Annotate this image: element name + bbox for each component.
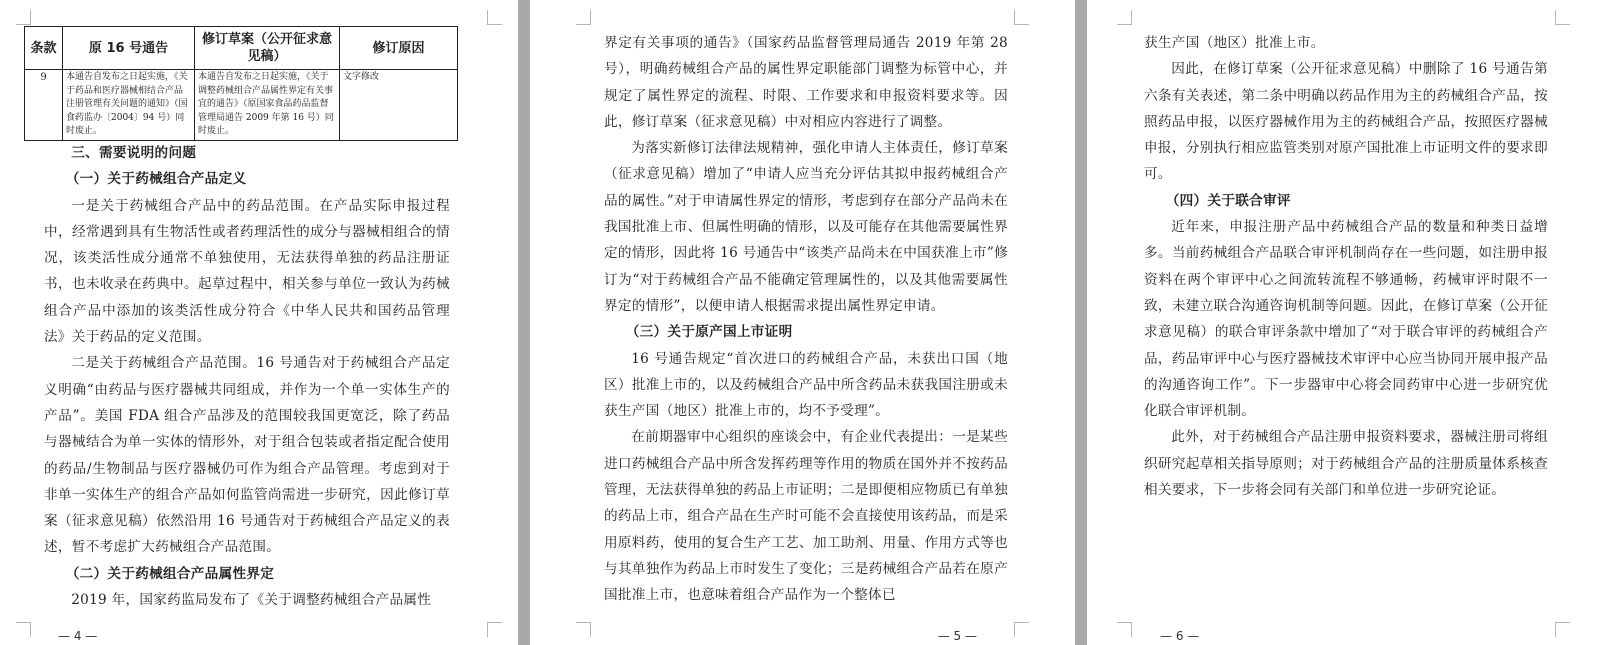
- paragraph: 2019 年，国家药监局发布了《关于调整药械组合产品属性: [71, 592, 432, 609]
- table-cell: 本通告自发布之日起实施，《关于调整药械组合产品属性界定有关事宜的通告》（原国家食品药品监督管理局通告 2009 年第 16 号）同时废止。: [195, 70, 340, 141]
- page-number: — 6 —: [1160, 629, 1200, 643]
- subsection-title: （四）关于联合审评: [1165, 192, 1291, 209]
- table-header: 修订原因: [340, 27, 458, 70]
- table-cell: 9: [25, 70, 63, 141]
- paragraph: 获生产国（地区）批准上市。: [1144, 35, 1325, 51]
- page-4: [0, 0, 518, 645]
- crop-mark: [1555, 10, 1570, 25]
- crop-mark: [487, 622, 502, 637]
- table-row: [25, 70, 458, 141]
- paragraph: 为落实新修订法律法规精神，强化申请人主体责任，修订草案（征求意见稿）增加了“申请人应当充分评估其拟申报药械组合产品的属性。”对于申请属性界定的情形，考虑到存在部分产品尚未在我国批准上市、但属性明确的情形，以及可能存在其他需要属性界定的情形，因此将 16 号通告中“该类产品尚未在中国获准上市”修订为“对于药械组合产品不能确定管理属性的，以及其他需要属性界定的情形”，以便申请人根据需求提出属性界定申请。: [604, 140, 1008, 314]
- paragraph: 16 号通告规定“首次进口的药械组合产品，未获出口国（地区）批准上市的，以及药械组合产品中所含药品未获我国注册或未获生产国（地区）批准上市的，均不予受理”。: [604, 350, 1008, 420]
- paragraph: 因此，在修订草案（公开征求意见稿）中删除了 16 号通告第六条有关表述，第二条中明确以药品作用为主的药械组合产品，按照药品申报，以医疗器械作用为主的药械组合产品，按照医疗器械申报，分别执行相应监管类别对原产国批准上市证明文件的要求即可。: [1144, 61, 1548, 183]
- crop-mark: [1555, 622, 1570, 637]
- table-header-row: [25, 27, 458, 70]
- paragraph: 此外，对于药械组合产品注册申报资料要求，器械注册司将组织研究起草相关指导原则；对于药械组合产品的注册质量体系核查相关要求，下一步将会同有关部门和单位进一步研究论证。: [1144, 429, 1548, 499]
- table-cell: 本通告自发布之日起实施，《关于药品和医疗器械相结合产品注册管理有关问题的通知》（国食药监办〔2004〕94 号）同时废止。: [63, 70, 195, 141]
- crop-mark: [1117, 10, 1132, 25]
- page-6-body: [1144, 30, 1548, 503]
- page-6: [1087, 0, 1612, 645]
- revision-table: [24, 26, 458, 141]
- page-4-body: [44, 140, 450, 613]
- page-5: [530, 0, 1075, 645]
- subsection-title: （三）关于原产国上市证明: [625, 324, 793, 341]
- crop-mark: [576, 10, 591, 25]
- page-5-body: [604, 30, 1008, 609]
- section-title: 三、需要说明的问题: [71, 145, 197, 161]
- table-header: 条款: [25, 27, 63, 70]
- table-header: 修订草案（公开征求意见稿）: [195, 27, 340, 70]
- crop-mark: [16, 622, 31, 637]
- subsection-title: （二）关于药械组合产品属性界定: [65, 565, 275, 582]
- paragraph: 一是关于药械组合产品中的药品范围。在产品实际申报过程中，经常遇到具有生物活性或者药理活性的成分与器械相组合的情况，该类活性成分通常不单独使用，无法获得单独的药品注册证书，也未收录在药典中。起草过程中，相关参与单位一致认为药械组合产品中添加的该类活性成分符合《中华人民共和国药品管理法》关于药品的定义范围。: [44, 197, 450, 346]
- crop-mark: [16, 10, 31, 25]
- page-number: — 5 —: [937, 629, 977, 643]
- paragraph: 近年来，申报注册产品中药械组合产品的数量和种类日益增多。当前药械组合产品联合审评机制尚存在一些问题，如注册申报资料在两个审评中心之间流转流程不够通畅，药械审评时限不一致，未建立联合沟通咨询机制等问题。因此，在修订草案（公开征求意见稿）的联合审评条款中增加了“对于联合审评的药械组合产品，药品审评中心与医疗器械技术审评中心应当协同开展申报产品的沟通咨询工作”。下一步器审中心将会同药审中心进一步研究优化联合审评机制。: [1144, 219, 1548, 420]
- paragraph: 界定有关事项的通告》（国家药品监督管理局通告 2019 年第 28 号），明确药械组合产品的属性界定职能部门调整为标管中心，并规定了属性界定的流程、时限、工作要求和申报资料要求等。因此，修订草案（征求意见稿）中对相应内容进行了调整。: [604, 35, 1008, 130]
- crop-mark: [576, 622, 591, 637]
- paragraph: 二是关于药械组合产品范围。16 号通告对于药械组合产品定义明确“由药品与医疗器械共同组成，并作为一个单一实体生产的产品”。美国 FDA 组合产品涉及的范围较我国更宽泛，除了药品与器械结合为单一实体的情形外，对于组合包装或者指定配合使用的药品/生物制品与医疗器械仍可作为组合产品管理。考虑到对于非单一实体生产的组合产品如何监管尚需进一步研究，因此修订草案（征求意见稿）依然沿用 16 号通告对于药械组合产品定义的表述，暂不考虑扩大药械组合产品范围。: [44, 355, 450, 556]
- crop-mark: [1014, 10, 1029, 25]
- page-number: — 4 —: [58, 629, 98, 643]
- table-cell: 文字修改: [340, 70, 458, 141]
- crop-mark: [1117, 622, 1132, 637]
- crop-mark: [487, 10, 502, 25]
- subsection-title: （一）关于药械组合产品定义: [65, 171, 247, 188]
- crop-mark: [1014, 622, 1029, 637]
- table-header: 原 16 号通告: [63, 27, 195, 70]
- paragraph: 在前期器审中心组织的座谈会中，有企业代表提出：一是某些进口药械组合产品中所含发挥药理等作用的物质在国外并不按药品管理，无法获得单独的药品上市证明；二是即便相应物质已有单独的药品上市，组合产品在生产时可能不会直接使用该药品，而是采用原料药，使用的复合生产工艺、加工助剂、用量、作用方式等也与其单独作为药品上市时发生了变化；三是药械组合产品若在原产国批准上市，也意味着组合产品作为一个整体已: [604, 429, 1008, 604]
